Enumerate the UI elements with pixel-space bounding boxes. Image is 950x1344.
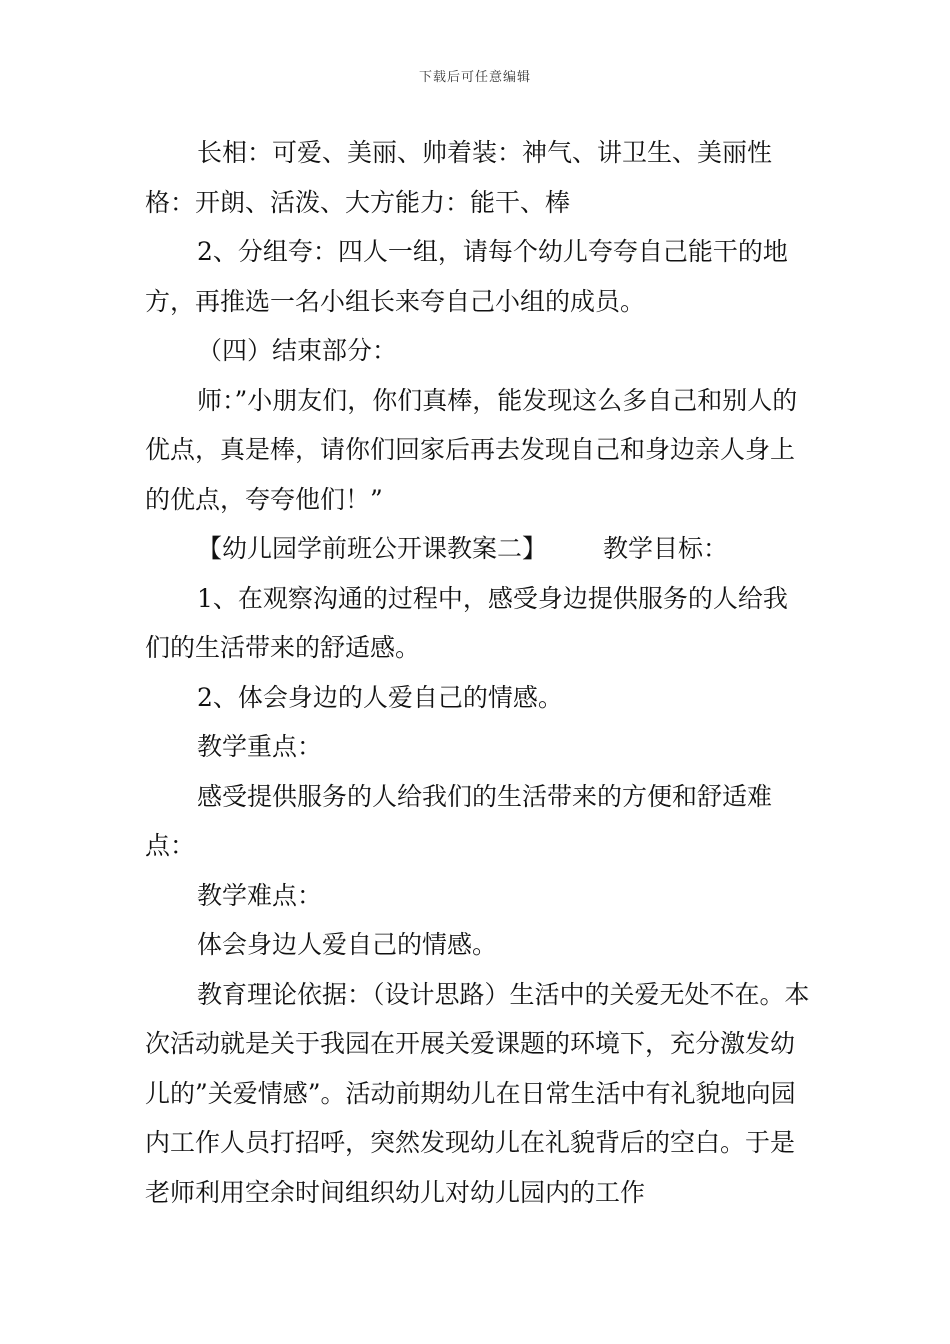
paragraph-group-praise: 2、分组夸：四人一组，请每个幼儿夸夸自己能干的地方，再推选一名小组长来夸自己小组的成员。 — [145, 237, 788, 316]
paragraph-appearance-traits: 长相：可爱、美丽、帅着装：神气、讲卫生、美丽性格：开朗、活泼、大方能力：能干、棒 — [145, 138, 773, 217]
teaching-goals-label: 教学目标： — [603, 534, 729, 563]
paragraph-theory-basis: 教育理论依据：（设计思路）生活中的关爱无处不在。本次活动就是关于我园在开展关爱课题的环境下，充分激发幼儿的”关爱情感”。活动前期幼儿在日常生活中有礼貌地向园内工作人员打招呼，突然发现幼儿在礼貌背后的空白。于是老师利用空余时间组织幼儿对幼儿园内的工作 — [145, 979, 810, 1207]
lesson-plan-two-title: 【幼儿园学前班公开课教案二】 — [197, 534, 548, 563]
teaching-difficulty-label: 教学难点： — [197, 880, 323, 910]
teaching-focus-label: 教学重点： — [197, 732, 323, 761]
page-header-note: 下载后可任意编辑 — [418, 70, 531, 85]
lesson-plan-two-heading — [145, 524, 810, 574]
document-body — [145, 128, 810, 1217]
section-heading-ending: （四）结束部分： — [197, 336, 398, 365]
goal-item-1: 1、在观察沟通的过程中，感受身边提供服务的人给我们的生活带来的舒适感。 — [145, 583, 788, 662]
teaching-difficulty-text: 体会身边人爱自己的情感。 — [197, 930, 498, 959]
goal-item-2: 2、体会身边的人爱自己的情感。 — [197, 682, 563, 712]
paragraph-teacher-closing: 师：”小朋友们，你们真棒，能发现这么多自己和别人的优点，真是棒，请你们回家后再去发现自己和身边亲人身上的优点，夸夸他们！” — [145, 385, 798, 514]
teaching-focus-text: 感受提供服务的人给我们的生活带来的方便和舒适难点： — [145, 781, 773, 860]
